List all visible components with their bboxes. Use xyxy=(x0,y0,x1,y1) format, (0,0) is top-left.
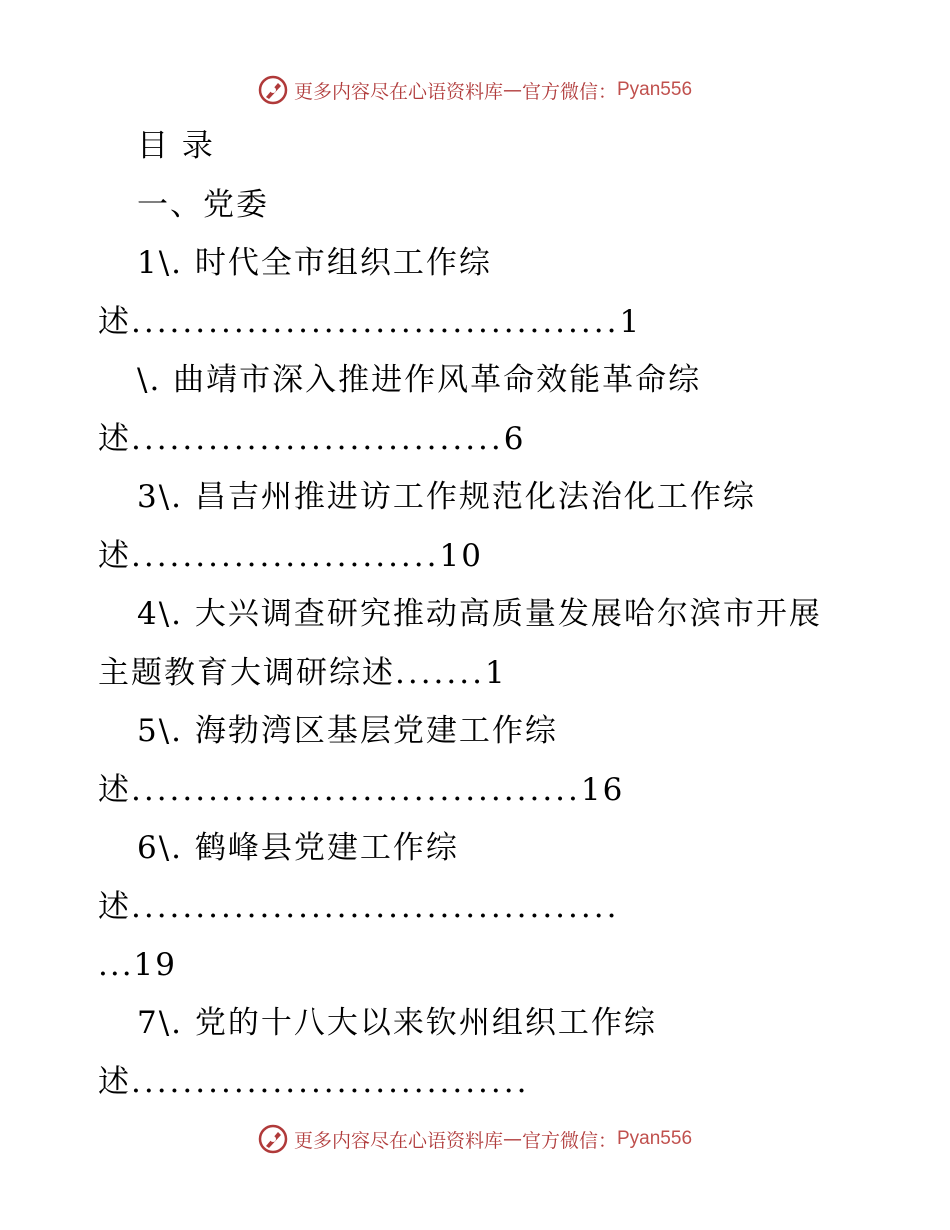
toc-entry-text: 述 xyxy=(98,1064,131,1100)
toc-entry-3-leader xyxy=(98,536,483,576)
toc-dots: ............................... xyxy=(131,1064,530,1100)
toc-dots: ........................ xyxy=(131,538,440,574)
toc-page-number: 16 xyxy=(580,772,625,808)
toc-entry-text: 述 xyxy=(98,421,131,457)
toc-entry-text: 主题教育大调研综述 xyxy=(98,655,395,691)
toc-title: 目 录 xyxy=(137,128,215,164)
toc-dots: ...................................... xyxy=(131,304,620,340)
toc-dots: ............................. xyxy=(131,421,504,457)
toc-entry-6-page: ...19 xyxy=(98,947,178,983)
toc-entry-1-leader xyxy=(98,302,641,342)
toc-entry-5-leader xyxy=(98,770,624,810)
toc-dots: ...................................... xyxy=(131,889,620,925)
toc-dots: ....... xyxy=(395,655,485,691)
pen-logo-icon xyxy=(258,75,288,105)
toc-entry-text: 述 xyxy=(98,538,131,574)
toc-entry-2-leader xyxy=(98,419,526,459)
banner-text: 更多内容尽在心语资料库 xyxy=(293,1129,503,1152)
toc-page-number: 6 xyxy=(503,421,526,457)
banner-separator: — xyxy=(502,79,522,101)
pen-logo-icon xyxy=(258,1124,288,1154)
toc-entry-7-title: 7\. 党的十八大以来钦州组织工作综 xyxy=(137,1005,657,1041)
banner-text: 更多内容尽在心语资料库 xyxy=(293,80,503,103)
toc-entry-6-title: 6\. 鹤峰县党建工作综 xyxy=(137,830,459,866)
header-banner xyxy=(0,70,950,110)
toc-entry-4-leader xyxy=(98,653,507,693)
footer-banner xyxy=(0,1119,950,1159)
toc-dots: ................................... xyxy=(131,772,581,808)
banner-wechat-label: 官方微信： xyxy=(521,1129,617,1152)
toc-entry-6-leader xyxy=(98,887,619,927)
toc-entry-2-title: \. 曲靖市深入推进作风革命效能革命综 xyxy=(137,362,702,398)
toc-page-number: 10 xyxy=(439,538,483,574)
banner-wechat-id: Pyan556 xyxy=(617,1128,693,1149)
banner-wechat-label: 官方微信： xyxy=(521,80,617,103)
toc-entry-1-title: 1\. 时代全市组织工作综 xyxy=(137,245,492,281)
toc-page-number: 1 xyxy=(484,655,507,691)
toc-entry-7-leader xyxy=(98,1062,529,1102)
toc-entry-3-title: 3\. 昌吉州推进访工作规范化法治化工作综 xyxy=(137,479,756,515)
toc-section: 一、党委 xyxy=(137,187,269,223)
toc-entry-text: 述 xyxy=(98,304,131,340)
toc-entry-4-title: 4\. 大兴调查研究推动高质量发展哈尔滨市开展 xyxy=(137,596,822,632)
banner-wechat-id: Pyan556 xyxy=(617,79,693,100)
toc-entry-text: 述 xyxy=(98,889,131,925)
toc-entry-5-title: 5\. 海勃湾区基层党建工作综 xyxy=(137,713,558,749)
toc-entry-text: 述 xyxy=(98,772,131,808)
toc-page-number: 1 xyxy=(619,304,642,340)
banner-separator: — xyxy=(502,1128,522,1150)
